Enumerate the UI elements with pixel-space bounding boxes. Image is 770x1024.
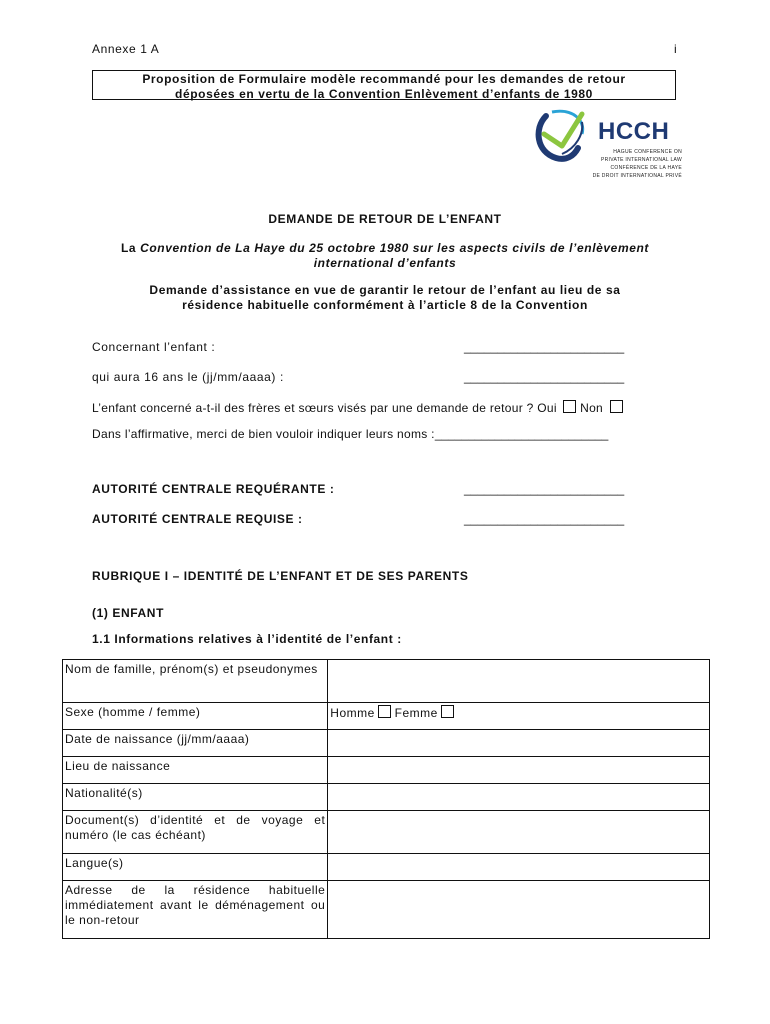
sibling-names-prompt: Dans l’affirmative, merci de bien vouloir indiquer leurs noms : [92, 427, 435, 441]
row-label: Document(s) d’identité et de voyage et numéro (le cas échéant) [63, 811, 328, 854]
name-input-cell[interactable] [328, 660, 710, 703]
concernant-label: Concernant l’enfant : [92, 340, 216, 354]
language-input-cell[interactable] [328, 854, 710, 881]
age16-field[interactable]: ________________________ [464, 370, 625, 384]
table-row [63, 854, 710, 881]
requested-authority-label: AUTORITÉ CENTRALE REQUISE : [92, 512, 303, 526]
convention-prefix: La [120, 241, 141, 255]
sex-choice-cell [328, 703, 710, 730]
siblings-question [92, 400, 623, 415]
address-input-cell[interactable] [328, 881, 710, 939]
siblings-question-text: L’enfant concerné a-t-il des frères et sœurs visés par une demande de retour ? Oui [92, 401, 557, 415]
rubrique-heading: RUBRIQUE I – IDENTITÉ DE L’ENFANT ET DE SES PARENTS [92, 569, 469, 583]
assistance-line-1: Demande d’assistance en vue de garantir le retour de l’enfant au lieu de sa [149, 283, 621, 297]
requested-authority-field[interactable]: ________________________ [464, 512, 625, 526]
logo-caption-line: DE DROIT INTERNATIONAL PRIVÉ [592, 173, 682, 179]
row-label: Sexe (homme / femme) [63, 703, 328, 730]
logo-caption-line: HAGUE CONFERENCE ON [613, 149, 682, 155]
form-proposal-title-box [92, 70, 676, 100]
convention-line-2: international d’enfants [313, 256, 457, 270]
row-label: Langue(s) [63, 854, 328, 881]
non-label: Non [580, 401, 604, 415]
sibling-names-field[interactable]: __________________________ [434, 427, 609, 441]
title-box-line-1: Proposition de Formulaire modèle recommandé pour les demandes de retour [142, 72, 626, 86]
page-number: i [674, 42, 678, 56]
row-label: Nationalité(s) [63, 784, 328, 811]
nationality-input-cell[interactable] [328, 784, 710, 811]
logo-caption [576, 148, 682, 180]
title-box-line-2: déposées en vertu de la Convention Enlèvement d’enfants de 1980 [175, 87, 593, 101]
assistance-request [92, 283, 678, 313]
birthdate-input-cell[interactable] [328, 730, 710, 757]
row-label: Lieu de naissance [63, 757, 328, 784]
convention-title [92, 241, 678, 271]
annex-label: Annexe 1 A [92, 42, 160, 56]
age16-label: qui aura 16 ans le (jj/mm/aaaa) : [92, 370, 284, 384]
row-label: Date de naissance (jj/mm/aaaa) [63, 730, 328, 757]
identity-document-input-cell[interactable] [328, 811, 710, 854]
child-identity-table [62, 659, 710, 939]
table-row [63, 757, 710, 784]
table-row [63, 811, 710, 854]
homme-checkbox[interactable] [378, 705, 391, 718]
section-identity-heading: 1.1 Informations relatives à l’identité de l’enfant : [92, 632, 402, 646]
logo-caption-line: CONFÉRENCE DE LA HAYE [610, 165, 682, 171]
non-checkbox[interactable] [610, 400, 623, 413]
assistance-line-2: résidence habituelle conformément à l’article 8 de la Convention [182, 298, 588, 312]
section-enfant-heading: (1) ENFANT [92, 606, 164, 620]
hcch-logo [532, 108, 682, 184]
table-row [63, 730, 710, 757]
table-row [63, 881, 710, 939]
table-row [63, 784, 710, 811]
femme-label: Femme [394, 706, 438, 720]
homme-label: Homme [330, 706, 375, 720]
document-title: DEMANDE DE RETOUR DE L’ENFANT [268, 212, 502, 226]
requesting-authority-field[interactable]: ________________________ [464, 482, 625, 496]
birthplace-input-cell[interactable] [328, 757, 710, 784]
row-label: Adresse de la résidence habituelle immédiatement avant le déménagement ou le non-retour [63, 881, 328, 939]
sibling-names-row [92, 427, 608, 441]
oui-checkbox[interactable] [563, 400, 576, 413]
femme-checkbox[interactable] [441, 705, 454, 718]
logo-wordmark: HCCH [598, 118, 670, 145]
convention-line-1: Convention de La Haye du 25 octobre 1980 sur les aspects civils de l’enlèvement [140, 241, 650, 255]
table-row [63, 660, 710, 703]
logo-caption-line: PRIVATE INTERNATIONAL LAW [600, 157, 682, 163]
concernant-field[interactable]: ________________________ [464, 340, 625, 354]
requesting-authority-label: AUTORITÉ CENTRALE REQUÉRANTE : [92, 482, 335, 496]
row-label: Nom de famille, prénom(s) et pseudonymes [63, 660, 328, 703]
table-row [63, 703, 710, 730]
